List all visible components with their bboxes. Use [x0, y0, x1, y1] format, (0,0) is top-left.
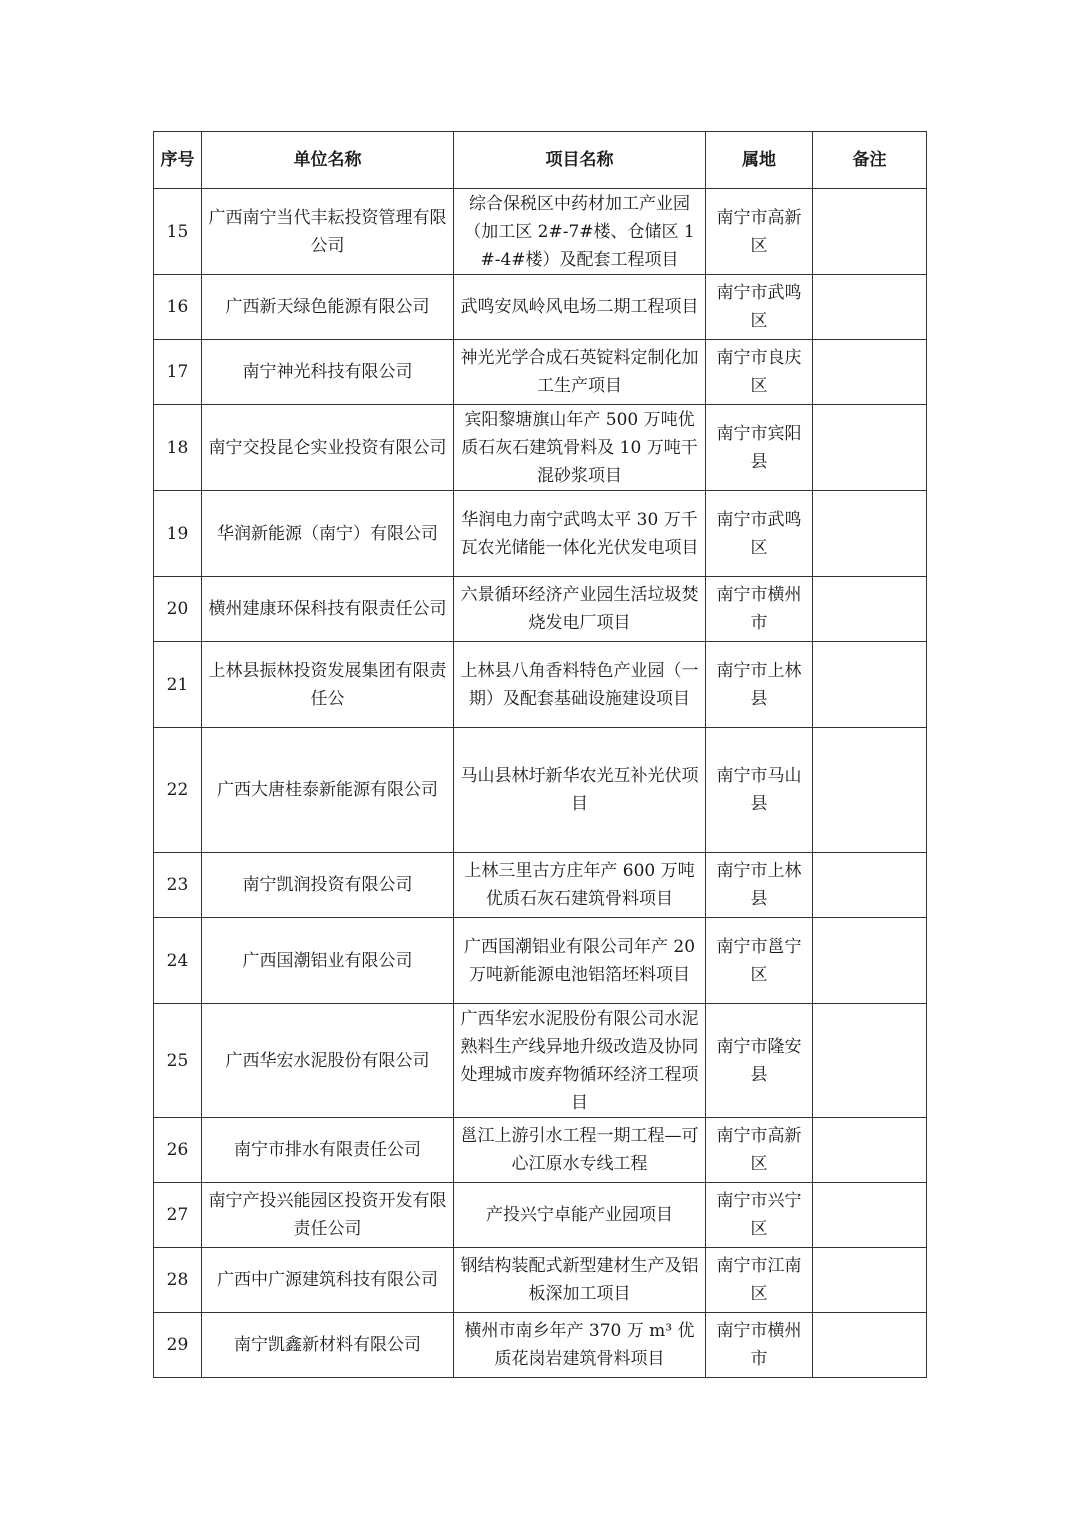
row-unit-name: 广西南宁当代丰耘投资管理有限公司 — [202, 189, 454, 275]
row-unit-name: 广西中广源建筑科技有限公司 — [202, 1248, 454, 1313]
table-row — [154, 728, 927, 853]
row-unit-name: 广西华宏水泥股份有限公司 — [202, 1004, 454, 1118]
row-unit-name: 南宁市排水有限责任公司 — [202, 1118, 454, 1183]
table-row — [154, 491, 927, 577]
row-unit-name: 广西国潮铝业有限公司 — [202, 918, 454, 1004]
row-project-name: 广西华宏水泥股份有限公司水泥熟料生产线异地升级改造及协同处理城市废弃物循环经济工程项目 — [454, 1004, 706, 1118]
table-row — [154, 577, 927, 642]
row-location: 南宁市江南区 — [706, 1248, 813, 1313]
row-project-name: 邕江上游引水工程一期工程—可心江原水专线工程 — [454, 1118, 706, 1183]
row-serial-number: 24 — [154, 918, 202, 1004]
row-unit-name: 南宁凯鑫新材料有限公司 — [202, 1313, 454, 1378]
row-remark — [813, 918, 927, 1004]
row-serial-number: 23 — [154, 853, 202, 918]
row-unit-name: 华润新能源（南宁）有限公司 — [202, 491, 454, 577]
row-location: 南宁市上林县 — [706, 853, 813, 918]
row-serial-number: 25 — [154, 1004, 202, 1118]
header-remark: 备注 — [813, 132, 927, 189]
table-row — [154, 275, 927, 340]
header-project-name: 项目名称 — [454, 132, 706, 189]
row-unit-name: 广西新天绿色能源有限公司 — [202, 275, 454, 340]
row-project-name: 广西国潮铝业有限公司年产 20 万吨新能源电池铝箔坯料项目 — [454, 918, 706, 1004]
header-location: 属地 — [706, 132, 813, 189]
row-location: 南宁市良庆区 — [706, 340, 813, 405]
row-serial-number: 16 — [154, 275, 202, 340]
row-remark — [813, 1248, 927, 1313]
row-location: 南宁市横州市 — [706, 1313, 813, 1378]
header-unit-name: 单位名称 — [202, 132, 454, 189]
row-remark — [813, 577, 927, 642]
table-row — [154, 1118, 927, 1183]
row-remark — [813, 1004, 927, 1118]
row-project-name: 华润电力南宁武鸣太平 30 万千瓦农光储能一体化光伏发电项目 — [454, 491, 706, 577]
row-remark — [813, 340, 927, 405]
row-project-name: 产投兴宁卓能产业园项目 — [454, 1183, 706, 1248]
table-row — [154, 642, 927, 728]
row-serial-number: 15 — [154, 189, 202, 275]
row-serial-number: 21 — [154, 642, 202, 728]
row-serial-number: 26 — [154, 1118, 202, 1183]
table-row — [154, 853, 927, 918]
row-location: 南宁市邕宁区 — [706, 918, 813, 1004]
row-remark — [813, 1183, 927, 1248]
row-unit-name: 南宁神光科技有限公司 — [202, 340, 454, 405]
table-row — [154, 340, 927, 405]
table-row — [154, 1004, 927, 1118]
row-location: 南宁市高新区 — [706, 1118, 813, 1183]
row-remark — [813, 275, 927, 340]
row-project-name: 上林三里古方庄年产 600 万吨优质石灰石建筑骨料项目 — [454, 853, 706, 918]
row-location: 南宁市武鸣区 — [706, 275, 813, 340]
table-row — [154, 918, 927, 1004]
row-unit-name: 南宁凯润投资有限公司 — [202, 853, 454, 918]
row-serial-number: 19 — [154, 491, 202, 577]
row-remark — [813, 853, 927, 918]
table-row — [154, 189, 927, 275]
row-serial-number: 27 — [154, 1183, 202, 1248]
row-location: 南宁市高新区 — [706, 189, 813, 275]
row-project-name: 马山县林圩新华农光互补光伏项目 — [454, 728, 706, 853]
table-row — [154, 1183, 927, 1248]
row-location: 南宁市横州市 — [706, 577, 813, 642]
row-unit-name: 南宁交投昆仑实业投资有限公司 — [202, 405, 454, 491]
table-row — [154, 1313, 927, 1378]
row-unit-name: 上林县振林投资发展集团有限责任公 — [202, 642, 454, 728]
row-project-name: 钢结构装配式新型建材生产及铝板深加工项目 — [454, 1248, 706, 1313]
row-location: 南宁市宾阳县 — [706, 405, 813, 491]
row-remark — [813, 1313, 927, 1378]
row-remark — [813, 405, 927, 491]
row-unit-name: 横州建康环保科技有限责任公司 — [202, 577, 454, 642]
project-table — [153, 131, 927, 1378]
row-serial-number: 29 — [154, 1313, 202, 1378]
table-header-row — [154, 132, 927, 189]
row-project-name: 六景循环经济产业园生活垃圾焚烧发电厂项目 — [454, 577, 706, 642]
row-project-name: 综合保税区中药材加工产业园（加工区 2#-7#楼、仓储区 1#-4#楼）及配套工程项目 — [454, 189, 706, 275]
row-project-name: 武鸣安凤岭风电场二期工程项目 — [454, 275, 706, 340]
row-remark — [813, 728, 927, 853]
row-serial-number: 17 — [154, 340, 202, 405]
row-location: 南宁市隆安县 — [706, 1004, 813, 1118]
row-project-name: 神光光学合成石英锭料定制化加工生产项目 — [454, 340, 706, 405]
row-serial-number: 22 — [154, 728, 202, 853]
row-location: 南宁市武鸣区 — [706, 491, 813, 577]
row-serial-number: 18 — [154, 405, 202, 491]
table-row — [154, 1248, 927, 1313]
row-serial-number: 28 — [154, 1248, 202, 1313]
row-project-name: 横州市南乡年产 370 万 m³ 优质花岗岩建筑骨料项目 — [454, 1313, 706, 1378]
row-remark — [813, 491, 927, 577]
row-location: 南宁市马山县 — [706, 728, 813, 853]
row-remark — [813, 642, 927, 728]
row-unit-name: 广西大唐桂泰新能源有限公司 — [202, 728, 454, 853]
header-serial-number: 序号 — [154, 132, 202, 189]
row-remark — [813, 189, 927, 275]
row-remark — [813, 1118, 927, 1183]
row-project-name: 宾阳黎塘旗山年产 500 万吨优质石灰石建筑骨料及 10 万吨干混砂浆项目 — [454, 405, 706, 491]
row-project-name: 上林县八角香料特色产业园（一期）及配套基础设施建设项目 — [454, 642, 706, 728]
row-location: 南宁市上林县 — [706, 642, 813, 728]
row-location: 南宁市兴宁区 — [706, 1183, 813, 1248]
row-serial-number: 20 — [154, 577, 202, 642]
row-unit-name: 南宁产投兴能园区投资开发有限责任公司 — [202, 1183, 454, 1248]
table-row — [154, 405, 927, 491]
